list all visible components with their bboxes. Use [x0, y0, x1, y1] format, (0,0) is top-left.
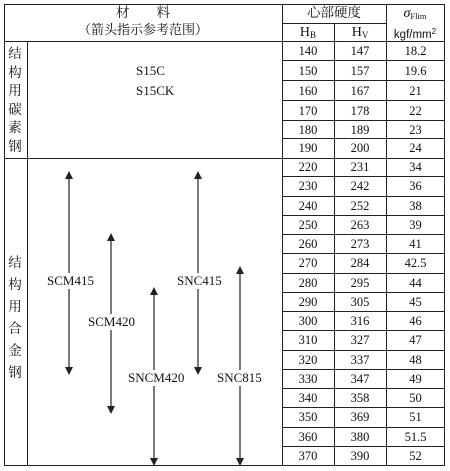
hv-cell: 167: [350, 84, 370, 98]
sigma-cell: 23: [409, 123, 422, 137]
hv-cell: 178: [350, 104, 370, 118]
hb-cell: 370: [298, 448, 318, 463]
hv-cell: 284: [350, 256, 370, 271]
table-row: [282, 428, 445, 447]
unit-base: kgf/mm: [393, 29, 432, 41]
hv-cell: 147: [350, 44, 370, 58]
table-row: [282, 331, 445, 350]
hb-cell: 330: [298, 371, 318, 386]
hv-cell: 347: [350, 371, 370, 386]
hb-cell: 170: [298, 104, 318, 118]
table-row: [282, 254, 445, 273]
hb-cell: 280: [298, 275, 318, 290]
material-snc415: SNC415: [177, 273, 222, 288]
carbon-steel-label-char: 结: [8, 46, 22, 62]
sigma-cell: 41: [409, 237, 422, 251]
sigma-cell: 39: [409, 217, 422, 232]
hb-cell: 340: [298, 391, 318, 405]
hv-header-base: H: [351, 25, 362, 40]
hb-cell: 310: [298, 333, 318, 348]
hv-header-sub: V: [361, 30, 369, 40]
hb-header-base: H: [299, 25, 311, 40]
material-scm415: SCM415: [47, 273, 94, 288]
alloy-steel-label-char: 结: [8, 255, 22, 271]
table-row: [282, 61, 445, 81]
carbon-steel-label-char: 用: [8, 83, 22, 99]
hb-cell: 230: [298, 179, 318, 194]
table-row: [282, 101, 445, 121]
table-row: [282, 41, 445, 61]
range-arrows: [4, 4, 282, 466]
table-row: [282, 197, 445, 216]
hb-cell: 260: [298, 237, 318, 251]
sigma-cell: 18.2: [404, 44, 427, 58]
hv-cell: 157: [350, 64, 370, 78]
unit-sup: 2: [431, 27, 437, 36]
material-sncm420: SNCM420: [128, 370, 185, 385]
hv-cell: 295: [350, 275, 370, 290]
hb-cell: 240: [298, 198, 318, 213]
sigma-symbol: σ: [403, 6, 411, 21]
sigma-cell: 44: [409, 275, 422, 290]
sigma-cell: 48: [409, 352, 422, 367]
alloy-steel-label-char: 钢: [8, 365, 22, 381]
hv-cell: 242: [350, 179, 370, 194]
sigma-cell: 49: [409, 371, 422, 386]
alloy-steel-label-char: 构: [8, 277, 22, 293]
hb-cell: 160: [298, 84, 318, 98]
hv-cell: 390: [350, 448, 370, 463]
table-row: [282, 312, 445, 331]
hv-cell: 252: [350, 198, 370, 213]
carbon-steel-label-char: 构: [8, 64, 22, 81]
table-row: [282, 139, 445, 158]
hv-cell: 273: [350, 237, 370, 251]
sigma-cell: 36: [409, 179, 422, 194]
hb-cell: 320: [298, 352, 318, 367]
carbon-steel-label-char: 素: [8, 120, 22, 136]
sigma-cell: 46: [409, 314, 422, 328]
table-row: [282, 121, 445, 139]
hb-header-sub: B: [310, 30, 317, 40]
data-rows: [282, 41, 445, 466]
table-row: [282, 81, 445, 101]
material-s15c: S15C: [136, 63, 165, 78]
material-header-note: （箭头指示参考范围）: [77, 23, 208, 38]
hb-cell: 290: [298, 294, 318, 309]
hb-cell: 190: [298, 141, 318, 155]
table-row: [282, 447, 445, 466]
material-snc815: SNC815: [217, 370, 262, 385]
sigma-cell: 51: [409, 410, 422, 425]
hv-cell: 337: [350, 352, 370, 367]
hv-cell: 263: [350, 217, 370, 232]
hb-cell: 150: [298, 64, 318, 78]
sigma-cell: 51.5: [404, 429, 427, 444]
hv-cell: 200: [350, 141, 370, 155]
material-header: 材 料: [116, 5, 170, 21]
hv-cell: 327: [350, 333, 370, 348]
hv-cell: 305: [350, 294, 370, 309]
hv-cell: 316: [350, 314, 370, 328]
hb-cell: 300: [298, 314, 318, 328]
sigma-cell: 50: [409, 391, 422, 405]
hb-cell: 250: [298, 217, 318, 232]
table-row: [282, 351, 445, 370]
carbon-steel-label-char: 钢: [8, 138, 22, 155]
sigma-cell: 38: [409, 198, 422, 213]
hb-cell: 350: [298, 410, 318, 425]
sigma-header: [386, 5, 444, 25]
hardness-header: 心部硬度: [307, 5, 361, 21]
sigma-sub: Flim: [410, 11, 427, 21]
hardness-table: [4, 4, 445, 466]
alloy-steel-label-char: 用: [8, 299, 22, 315]
hv-cell: 358: [350, 391, 370, 405]
hb-cell: 270: [298, 256, 318, 271]
table-row: [282, 370, 445, 389]
sigma-cell: 45: [409, 294, 422, 309]
table-row: [282, 274, 445, 293]
sigma-cell: 34: [409, 160, 422, 174]
hb-cell: 220: [298, 160, 318, 174]
hv-cell: 189: [350, 123, 370, 137]
table-row: [282, 293, 445, 312]
sigma-cell: 47: [409, 333, 422, 348]
hv-cell: 231: [350, 160, 370, 174]
table-row: [282, 408, 445, 427]
sigma-cell: 21: [409, 84, 422, 98]
hv-cell: 369: [350, 410, 370, 425]
hb-cell: 360: [298, 429, 318, 444]
sigma-cell: 22: [409, 104, 422, 118]
material-scm420: SCM420: [88, 314, 135, 329]
sigma-cell: 19.6: [404, 64, 427, 78]
material-s15ck: S15CK: [136, 83, 175, 98]
alloy-steel-label-char: 金: [8, 343, 22, 359]
sigma-cell: 52: [409, 448, 422, 463]
sigma-cell: 24: [409, 141, 422, 155]
sigma-cell: 42.5: [404, 256, 427, 271]
hb-cell: 140: [298, 44, 318, 58]
hb-cell: 180: [298, 123, 318, 137]
alloy-steel-label-char: 合: [8, 321, 22, 337]
table-row: [282, 177, 445, 196]
table-row: [282, 235, 445, 254]
table-row: [282, 389, 445, 408]
carbon-steel-label-char: 碳: [8, 101, 22, 118]
hv-cell: 380: [350, 429, 370, 444]
table-row: [282, 216, 445, 235]
table-row: [282, 158, 445, 177]
